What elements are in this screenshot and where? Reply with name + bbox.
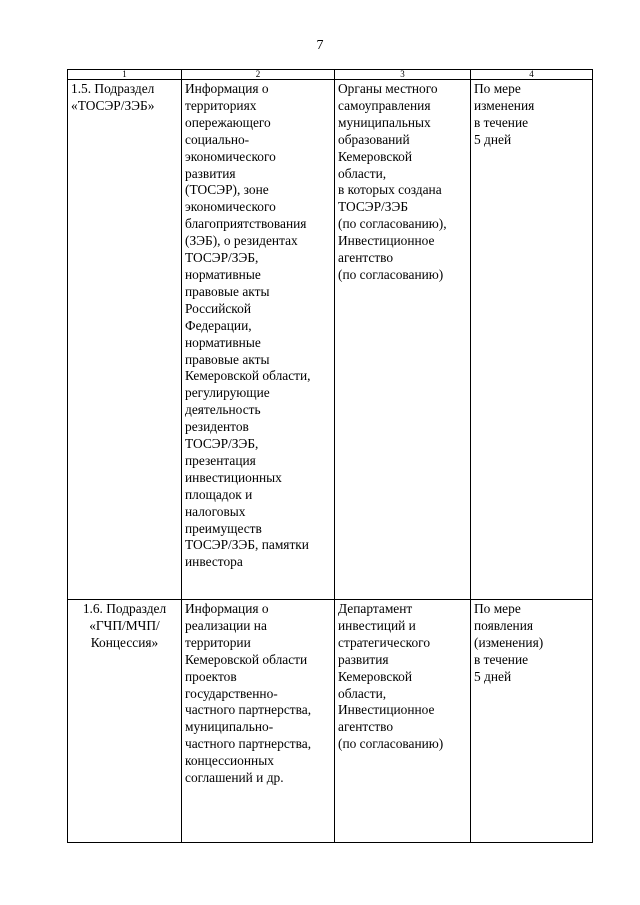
responsible-cell [335, 600, 471, 843]
deadline-cell [471, 80, 593, 600]
section-text: 1.6. Подраздел «ГЧП/МЧП/ Концессия» [82, 601, 167, 650]
column-number-3: 3 [335, 70, 471, 80]
deadline-cell [471, 600, 593, 843]
deadline-text: По мере появления (изменения) в течение 5 дней [474, 601, 544, 684]
information-cell [182, 80, 335, 600]
deadline-text: По мере изменения в течение 5 дней [474, 81, 535, 147]
responsible-cell [335, 80, 471, 600]
table-header-row [68, 70, 593, 80]
information-text: Информация о территориях опережающего социально- экономического развития (ТОСЭР), зоне экономического благоприятствования (ЗЭБ), о резидентах ТОСЭР/ЗЭБ, нормативные правовые акты Российской Федерации, нормативные правовые акты Кемеровской области, регулирующие деятельность резидентов ТОСЭР/ЗЭБ, презентация инвестиционных площадок и налоговых преимуществ ТОСЭР/ЗЭБ, памятки инвестора [185, 81, 311, 570]
information-text: Информация о реализации на территории Кемеровской области проектов государственно- частного партнерства, муниципально- частного партнерства, концессионных соглашений и др. [185, 601, 312, 786]
table-row [68, 600, 593, 843]
regulation-table [67, 69, 593, 843]
section-cell [68, 600, 182, 843]
column-number-4: 4 [471, 70, 593, 80]
column-number-2: 2 [182, 70, 335, 80]
responsible-text: Органы местного самоуправления муниципальных образований Кемеровской области, в которых создана ТОСЭР/ЗЭБ (по согласованию), Инвестиционное агентство (по согласованию) [338, 81, 447, 282]
page-number: 7 [316, 38, 324, 53]
table-row [68, 80, 593, 600]
information-cell [182, 600, 335, 843]
responsible-text: Департамент инвестиций и стратегического развития Кемеровской области, Инвестиционное агентство (по согласованию) [338, 601, 444, 752]
section-text: 1.5. Подраздел «ТОСЭР/ЗЭБ» [71, 81, 155, 113]
column-number-1: 1 [68, 70, 182, 80]
section-cell [68, 80, 182, 600]
